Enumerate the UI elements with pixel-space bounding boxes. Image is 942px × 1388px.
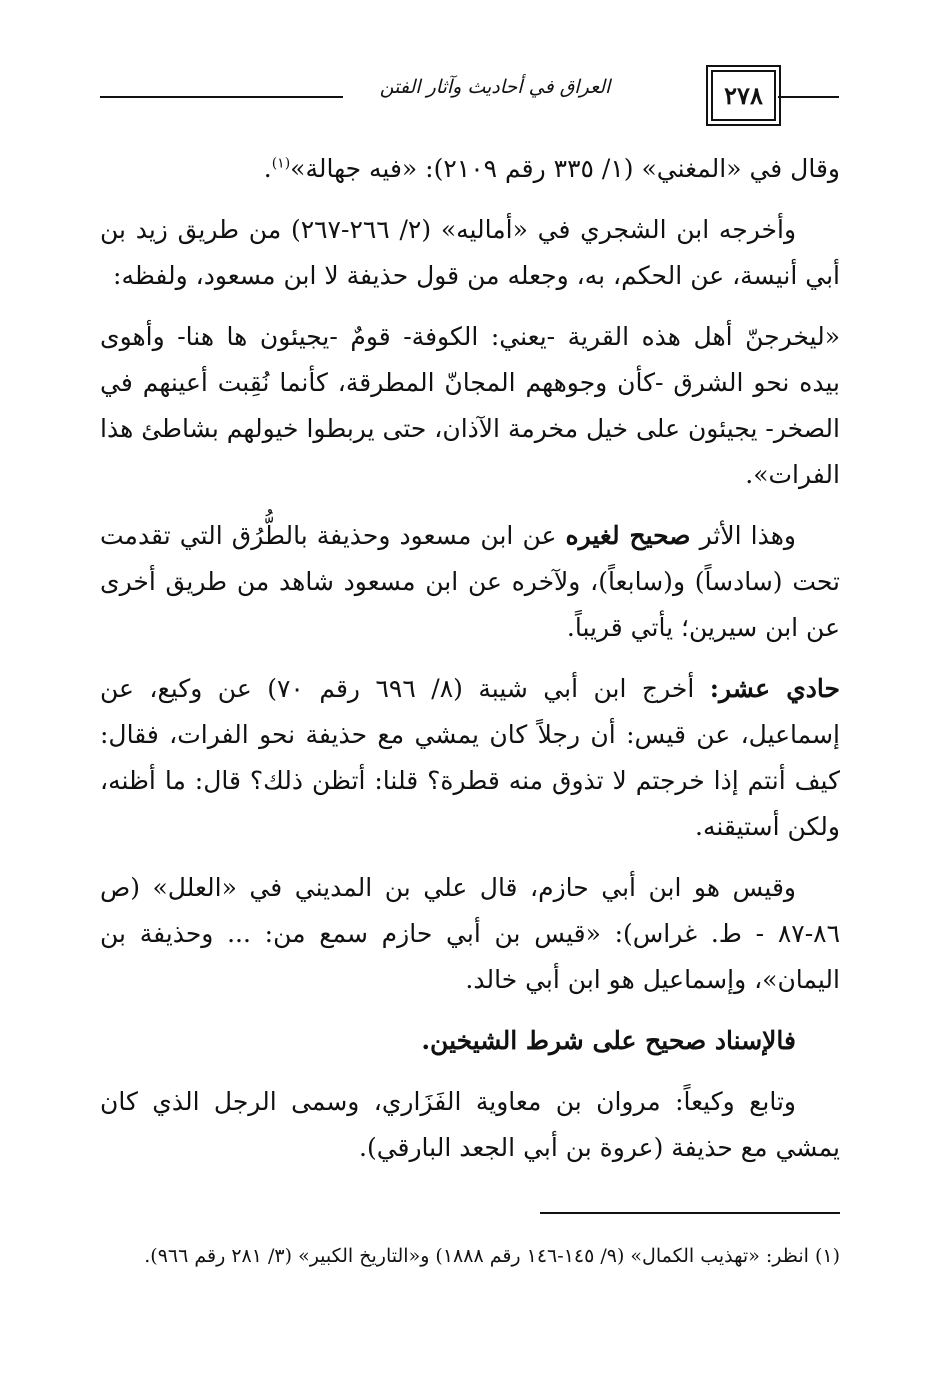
- section-heading-eleventh: حادي عشر:: [709, 674, 841, 703]
- header-rule-left: [100, 96, 343, 98]
- paragraph-4-rest: عن ابن مسعود وحذيفة بالطُّرُق التي تقدمت تحت (سادساً) و(سابعاً)، ولآخره عن ابن مسعود شاهد من طريق أخرى عن ابن سيرين؛ يأتي قريباً.: [100, 521, 840, 642]
- main-text: [100, 146, 840, 1186]
- page-number-box: [711, 70, 776, 121]
- header-rule-right: [778, 96, 839, 98]
- paragraph-4: [100, 513, 840, 651]
- paragraph-7: [100, 1018, 840, 1064]
- paragraph-5-text: أخرج ابن أبي شيبة (٨/ ٦٩٦ رقم ٧٠) عن وكيع، عن إسماعيل، عن قيس: أن رجلاً كان يمشي مع حذيفة نحو الفرات، فقال: كيف أنتم إذا خرجتم لا تذوق منه قطرة؟ قلنا: أتظن ذلك؟ قال: ما أظنه، ولكن أستيقنه.: [100, 674, 840, 841]
- footnote-rule: [540, 1212, 840, 1214]
- paragraph-1-text: وقال في «المغني» (١/ ٣٣٥ رقم ٢١٠٩): «فيه جهالة»: [290, 154, 840, 183]
- paragraph-5: [100, 666, 840, 850]
- paragraph-2: وأخرجه ابن الشجري في «أماليه» (٢/ ٢٦٦-٢٦٧) من طريق زيد بن أبي أنيسة، عن الحكم، به، وجعله من قول حذيفة لا ابن مسعود، ولفظه:: [100, 215, 840, 290]
- paragraph-6: وقيس هو ابن أبي حازم، قال علي بن المديني في «العلل» (ص ٨٦-٨٧ - ط. غراس): «قيس بن أبي حازم سمع من: ... وحذيفة بن اليمان»، وإسماعيل هو ابن أبي خالد.: [100, 873, 840, 994]
- page-number: ٢٧٨: [724, 81, 763, 110]
- isnad-verdict: فالإسناد صحيح على شرط الشيخين.: [421, 1026, 796, 1055]
- running-title: العراق في أحاديث وآثار الفتن: [379, 76, 611, 98]
- footnote: (١) انظر: «تهذيب الكمال» (٩/ ١٤٥-١٤٦ رقم ١٨٨٨) و«التاريخ الكبير» (٣/ ٢٨١ رقم ٩٦٦).: [144, 1245, 840, 1267]
- paragraph-4-start: وهذا الأثر: [690, 521, 796, 550]
- grading-label: صحيح لغيره: [565, 521, 691, 550]
- paragraph-8: وتابع وكيعاً: مروان بن معاوية الفَزَاري، وسمى الرجل الذي كان يمشي مع حذيفة (عروة بن أبي الجعد البارقي).: [100, 1087, 840, 1162]
- footnote-ref[interactable]: (١): [271, 155, 291, 172]
- paragraph-3-quote: «ليخرجنّ أهل هذه القرية -يعني: الكوفة- قومٌ -يجيئون ها هنا- وأهوى بيده نحو الشرق -كأن وجوههم المجانّ المطرقة، كأنما نُقِبت أعينهم في الصخر- يجيئون على خيل مخرمة الآذان، حتى يربطوا خيولهم بشاطئ هذا الفرات».: [100, 322, 840, 489]
- paragraph-1-end: .: [263, 154, 272, 183]
- paragraph-1: [100, 146, 840, 192]
